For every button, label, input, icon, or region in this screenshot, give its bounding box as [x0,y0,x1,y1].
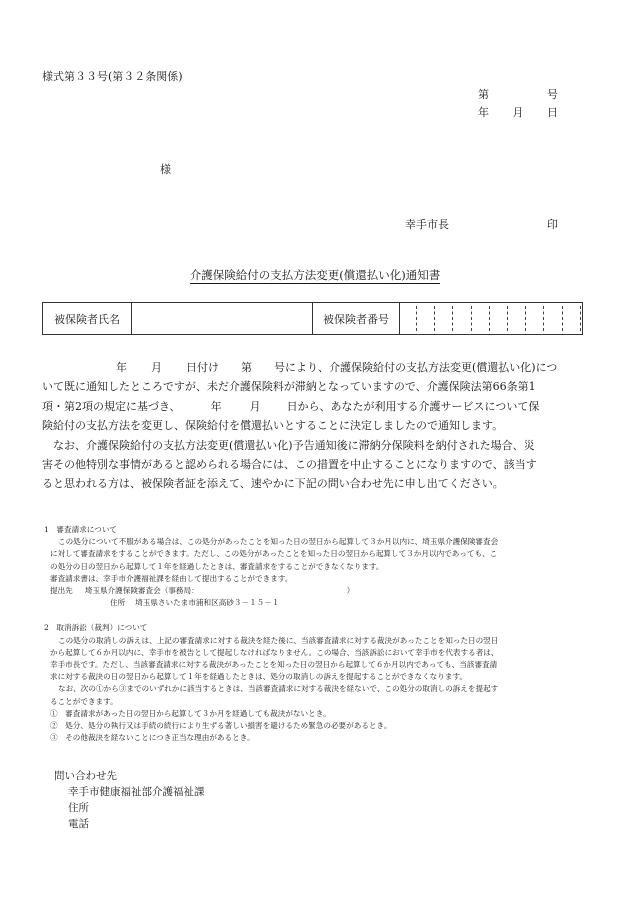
digit-divider [543,306,544,331]
insured-name-label: 被保険者氏名 [43,303,132,334]
exception-item: ① 審査請求があった日の翌日から起算して３か月を経過しても裁決がないとき。 [50,708,331,718]
digit-divider [416,306,417,331]
ref-month: 月 [151,361,162,374]
insured-name-field[interactable] [132,303,313,334]
ref-year: 年 [116,361,127,374]
submit-addr-value: 埼玉県さいたま市浦和区高砂３－１５－１ [135,598,280,608]
number-suffix: 号 [547,88,558,101]
digit-divider [489,306,490,331]
insured-number-field[interactable] [400,303,582,334]
number-prefix: 第 [478,88,489,101]
document-title [0,267,630,283]
submit-dest-name: 埼玉県介護保険審査会（事務局： [84,586,199,596]
seal-mark: 印 [547,218,558,231]
insured-person-table [42,302,583,335]
date-year: 年 [478,106,489,119]
contact-department: 幸手市健康福祉部介護福祉課 [68,786,205,798]
digit-divider [471,306,472,331]
ref-no-prefix: 第 [241,361,252,374]
document-title-text: 介護保険給付の支払方法変更(償還払い化)通知書 [189,268,441,282]
appeal-notes: 1 審査請求について この処分について不服がある場合は、この処分があったことを知った日の翌日から起算して３か月以内に、埼玉県介護保険審査会 に対して審査請求をすることができます。ただし、この処分があったことを知った日の翌日から起算して３か月以内であっても、こ の処分の日の翌日から起算して１年を経過したときは、審査請求をすることができなくなります。 審査請求書は、幸手市介護福祉課を経由して提出することができます。 提出先 埼玉県介護保険審査会（事務局： ） 住所 埼玉県さいたま市浦和区高砂３－１５－１ 2 取消訴訟（裁判）について この処分の取消しの訴えは、上記の審査請求に対する裁決を経た後に、当該審査請求に対する裁決があったことを知った日の翌日 から起算して６か月以内に、幸手市を被告として提起しなければなりません。この場合、当該訴訟において幸手市を代表する者は、 幸手市長です。ただし、当該審査請求に対する裁決があったことを知った日の翌日から起算して６か月以内であっても、当該審査請 求に対する裁決の日の翌日から起算して１年を経過したときは、処分の取消しの訴えを提起することができなくなります。 なお、次の①から③までのいずれかに該当するときは、当該審査請求に対する裁決を経ないで、この処分の取消しの訴えを提起す ることができます。 ① 審査請求があった日の翌日から起算して３か月を経過しても裁決がないとき。 ② 処分、処分の執行又は手続の続行により生ずる著しい損害を避けるため緊急の必要があるとき。 ③ その他裁決を経ないことにつき正当な理由があるとき。 [44,524,589,744]
effective-month: 月 [249,399,261,413]
addressee-honorific: 様 [160,163,171,176]
digit-divider [525,306,526,331]
notice-paragraph-2: なお、介護保険給付の支払方法変更(償還払い化)予告通知後に滞納分保険料を納付された場合、災 害その他特別な事情があると認められる場合には、この措置を中止することになりますので、該当す ると思われる方は、被保険者証を添えて、速やかに下記の問い合わせ先に申し出てください。 [42,438,537,491]
ref-date: 日付け [186,361,219,374]
exception-item: ② 処分、処分の執行又は手続の続行により生ずる著しい損害を避けるため緊急の必要があるとき。 [50,721,392,731]
contact-phone-label: 電話 [68,818,89,830]
lawsuit-heading: 2 取消訴訟（裁判）について [44,623,148,633]
digit-divider [452,306,453,331]
review-request-heading: 1 審査請求について [44,525,118,534]
date-day: 日 [547,106,558,119]
digit-divider [562,306,563,331]
digit-divider [580,306,581,331]
contact-block [54,768,205,832]
form-number: 様式第３３号(第３２条関係) [42,70,183,83]
issue-date-row [478,104,558,120]
contact-address-label: 住所 [68,802,89,814]
submit-dest-label: 提出先 [50,586,73,596]
digit-divider [434,306,435,331]
effective-year: 年 [210,399,222,413]
digit-divider [507,306,508,331]
date-month: 月 [512,106,524,119]
document-number-row [478,86,558,102]
contact-heading: 問い合わせ先 [54,770,117,782]
exception-item: ③ その他裁決を経ないことにつき正当な理由があるとき。 [50,733,255,743]
notice-paragraph-1: 年 月 日付け 第 号により、介護保険給付の支払方法変更(償還払い化)につ いて既に通知したところですが、未だ介護保険料が滞納となっていますので、介護保険法第66条第1 項・第2項の規定に基づき、 年 月 日から、あなたが利用する介護サービスについて保 険給付の支払方法を変更し、保険給付を償還払いとすることに決定しましたので通知します。 [42,361,558,433]
notice-body [42,358,583,494]
insured-number-label: 被保険者番号 [313,303,400,334]
sender-name: 幸手市長 [405,218,449,231]
submit-addr-label: 住所 [110,598,126,608]
